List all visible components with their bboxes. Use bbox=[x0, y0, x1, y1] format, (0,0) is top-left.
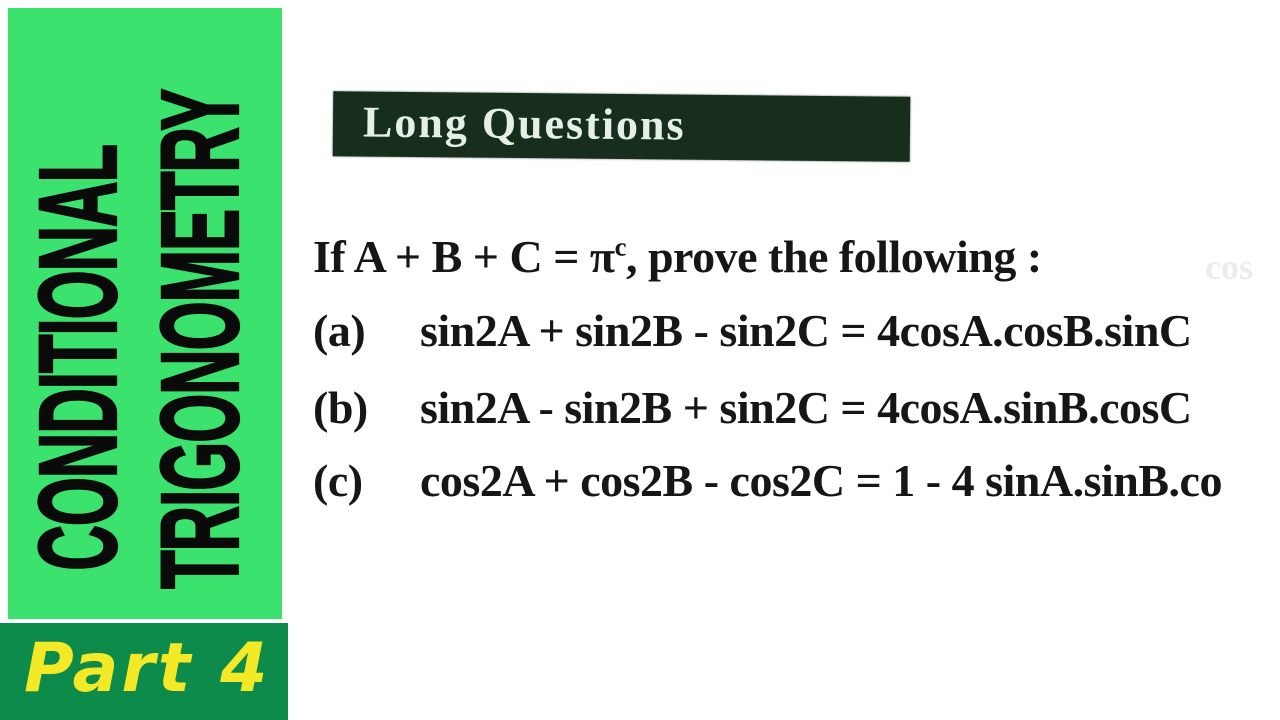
bleed-through-ghost-text: cos bbox=[1205, 247, 1253, 287]
section-banner-label: Long Questions bbox=[362, 97, 686, 150]
problem-formula-b: sin2A - sin2B + sin2C = 4cosA.sinB.cosC bbox=[420, 382, 1192, 433]
section-banner bbox=[333, 91, 911, 162]
problem-row-c bbox=[313, 454, 1222, 507]
problem-formula-a: sin2A + sin2B - sin2C = 4cosA.cosB.sinC bbox=[420, 305, 1192, 356]
pi-symbol: π bbox=[589, 231, 615, 282]
intro-line bbox=[313, 230, 1042, 283]
intro-suffix: , prove the following : bbox=[625, 231, 1042, 282]
radian-superscript: c bbox=[614, 231, 626, 262]
sidebar-panel bbox=[8, 8, 282, 619]
problem-row-a bbox=[313, 304, 1192, 357]
intro-prefix: If A + B + C = bbox=[313, 231, 590, 282]
problem-formula-c: cos2A + cos2B - cos2C = 1 - 4 sinA.sinB.co bbox=[420, 455, 1222, 506]
part-banner bbox=[0, 623, 288, 720]
problem-label-b: (b) bbox=[313, 382, 368, 433]
sidebar-title-conditional: CONDITIONAL bbox=[16, 145, 140, 571]
part-banner-label: Part 4 bbox=[24, 629, 271, 708]
problem-label-c: (c) bbox=[313, 455, 363, 506]
problem-label-a: (a) bbox=[313, 305, 366, 356]
sidebar-title-trigonometry: TRIGONOMETRY bbox=[138, 89, 262, 590]
problem-row-b bbox=[313, 381, 1192, 434]
